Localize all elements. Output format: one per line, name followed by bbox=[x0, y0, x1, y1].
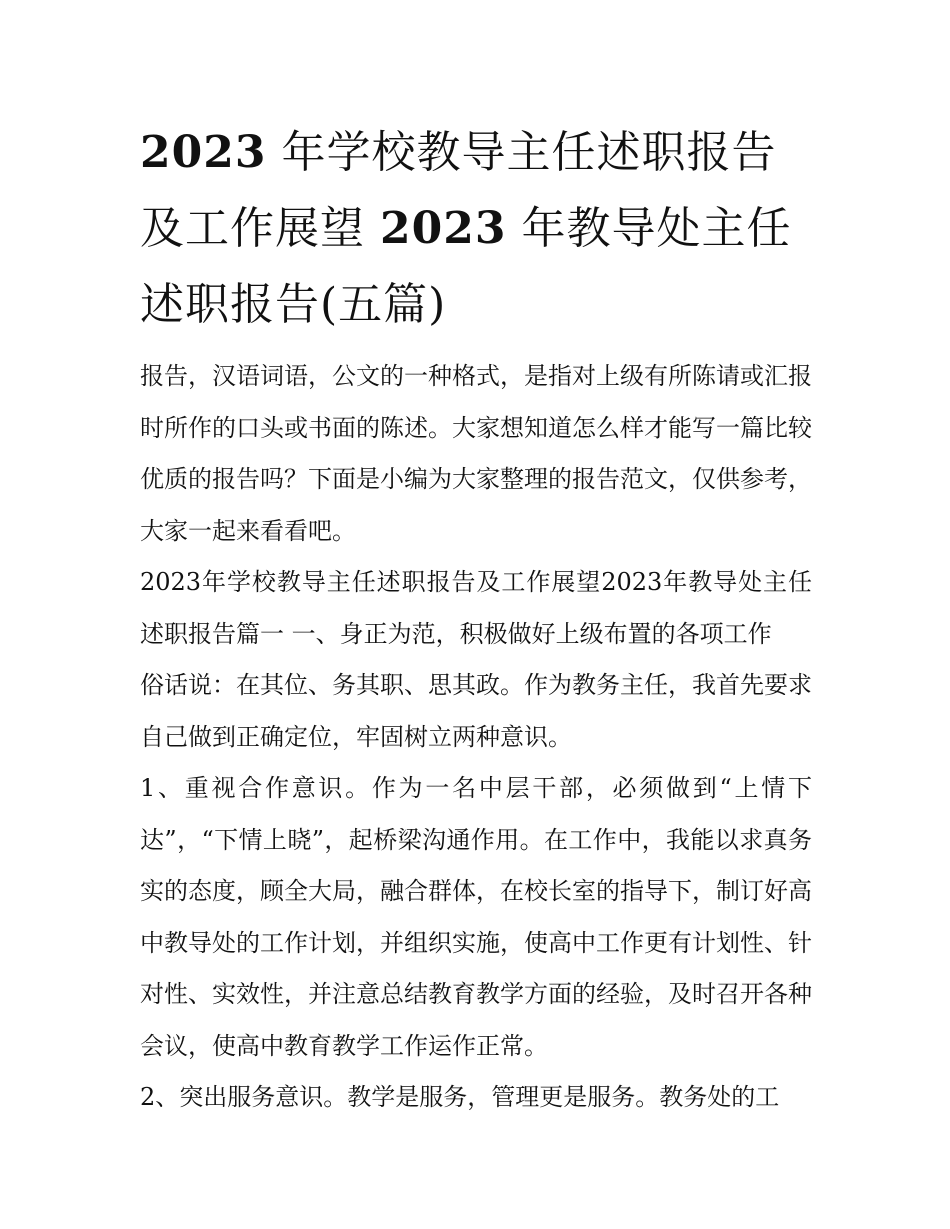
section-heading-paragraph: 2023年学校教导主任述职报告及工作展望2023年教导处主任述职报告篇一 一、身正为范，积极做好上级布置的各项工作 bbox=[140, 568, 812, 648]
document-body bbox=[140, 115, 812, 1124]
document-title: 2023 年学校教导主任述职报告及工作展望 2023 年教导处主任述职报告(五篇) bbox=[140, 127, 792, 330]
body-paragraph: 俗话说：在其位、务其职、思其政。作为教务主任，我首先要求自己做到正确定位，牢固树立两种意识。 bbox=[140, 671, 812, 751]
intro-paragraph: 报告，汉语词语，公文的一种格式，是指对上级有所陈请或汇报时所作的口头或书面的陈述。大家想知道怎么样才能写一篇比较优质的报告吗？下面是小编为大家整理的报告范文，仅供参考，大家一起来看看吧。 bbox=[140, 362, 812, 545]
list-item-cooperation: 1、重视合作意识。作为一名中层干部，必须做到“上情下达”，“下情上晓”，起桥梁沟通作用。在工作中，我能以求真务实的态度，顾全大局，融合群体，在校长室的指导下，制订好高中教导处的工作计划，并组织实施，使高中工作更有计划性、针对性、实效性，并注意总结教育教学方面的经验，及时召开各种会议，使高中教育教学工作运作正常。 bbox=[140, 774, 812, 1060]
list-item-service: 2、突出服务意识。教学是服务，管理更是服务。教务处的工 bbox=[140, 1083, 780, 1111]
